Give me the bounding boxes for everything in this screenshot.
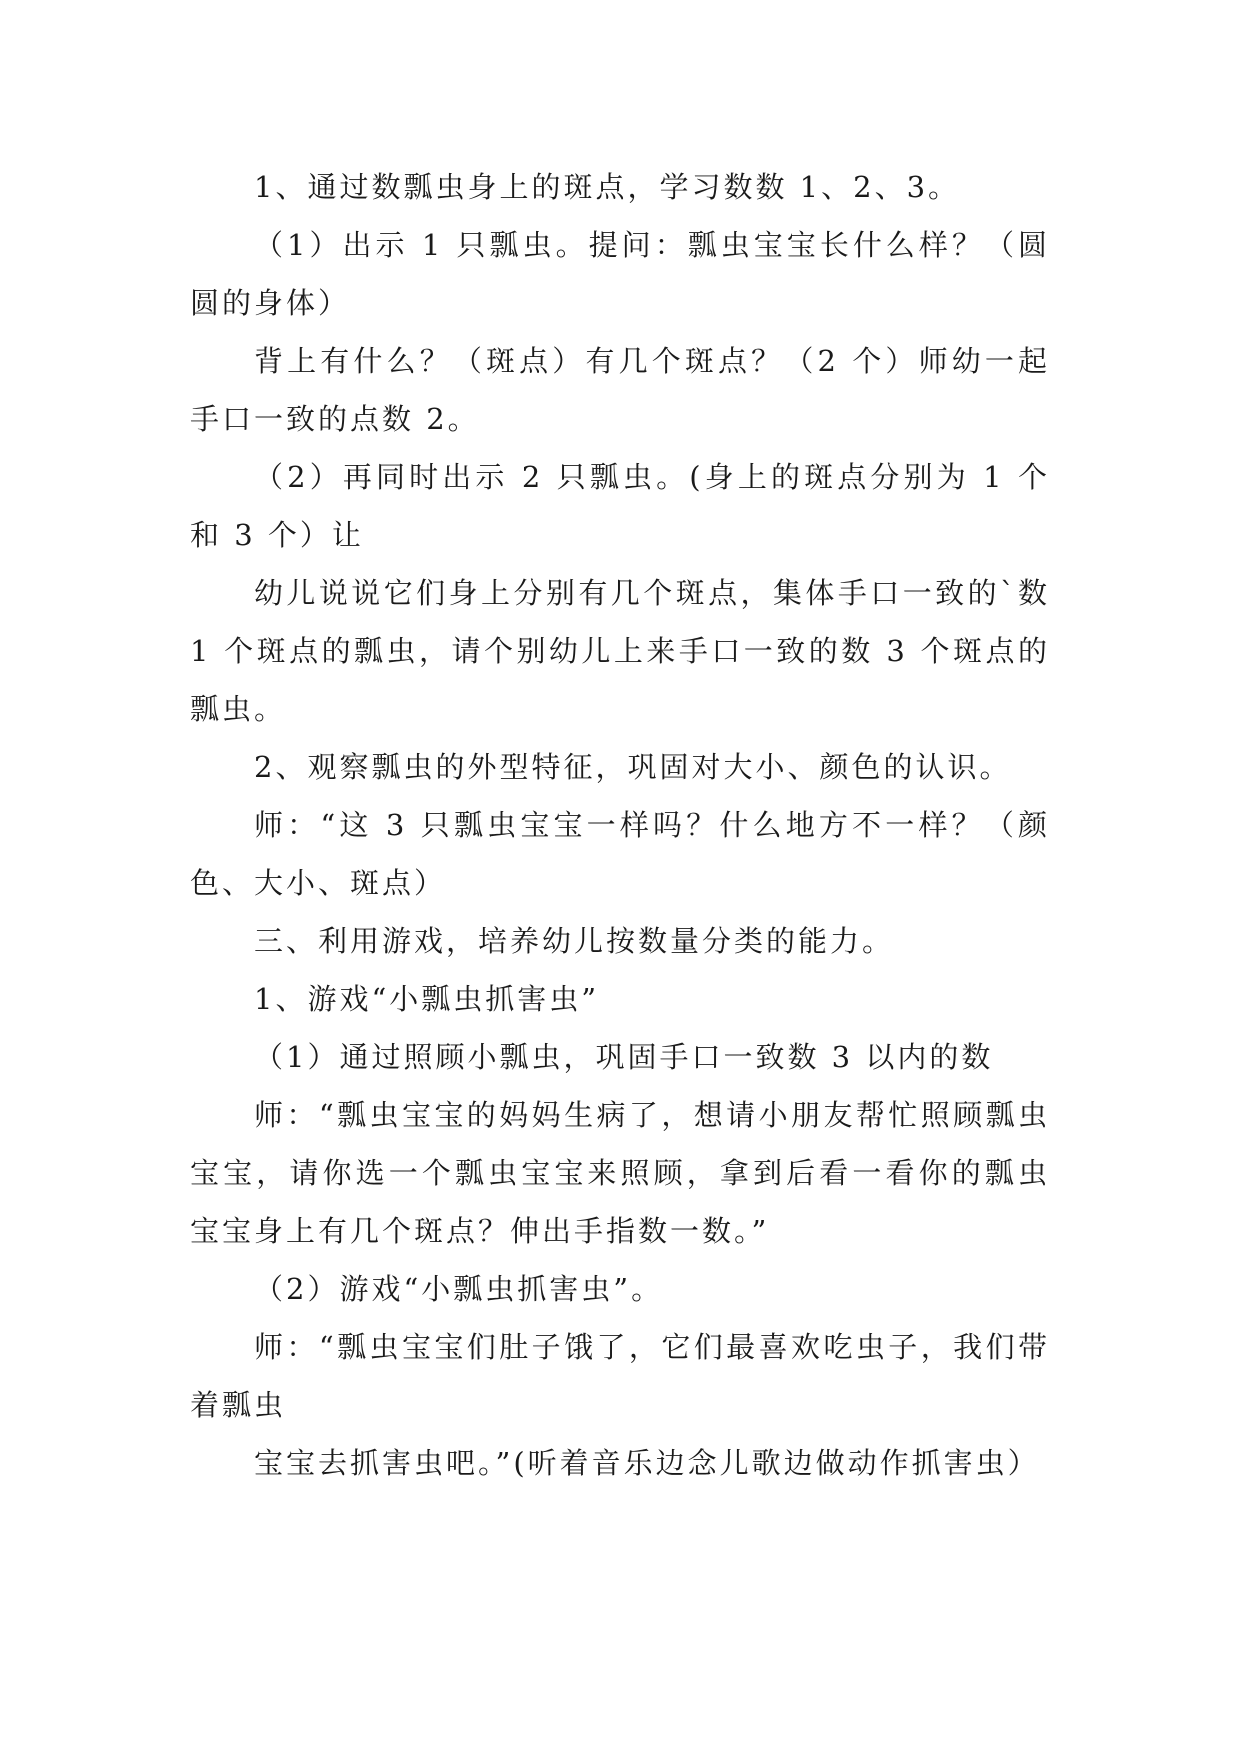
paragraph-care-for-ladybug: （1）通过照顾小瓢虫，巩固手口一致数 3 以内的数 [254, 1040, 994, 1074]
paragraph-go-catch-pests: 宝宝去抓害虫吧。”(听着音乐边念儿歌边做动作抓害虫） [254, 1446, 1040, 1480]
paragraph-show-one-ladybug: （1）出示 1 只瓢虫。提问：瓢虫宝宝长什么样？（圆圆的身体） [190, 228, 1050, 320]
paragraph-section-3-game: 三、利用游戏，培养幼儿按数量分类的能力。 [254, 924, 895, 958]
paragraph-teacher-mother-sick: 师：“瓢虫宝宝的妈妈生病了，想请小朋友帮忙照顾瓢虫宝宝，请你选一个瓢虫宝宝来照顾，拿到后看一看你的瓢虫宝宝身上有几个斑点？伸出手指数一数。” [190, 1098, 1050, 1248]
document-body [190, 158, 1050, 1492]
paragraph-teacher-question: 师：“这 3 只瓢虫宝宝一样吗？什么地方不一样？（颜色、大小、斑点） [190, 808, 1050, 900]
paragraph-game-catch-pests: （2）游戏“小瓢虫抓害虫”。 [254, 1272, 664, 1306]
paragraph-spots-on-back: 背上有什么？（斑点）有几个斑点？（2 个）师幼一起手口一致的点数 2。 [190, 344, 1050, 436]
paragraph-show-two-ladybugs: （2）再同时出示 2 只瓢虫。(身上的斑点分别为 1 个和 3 个）让 [190, 460, 1050, 552]
paragraph-game-title: 1、游戏“小瓢虫抓害虫” [254, 982, 600, 1016]
paragraph-step-2-observe: 2、观察瓢虫的外型特征，巩固对大小、颜色的认识。 [254, 750, 1012, 784]
paragraph-step-1-count-spots: 1、通过数瓢虫身上的斑点，学习数数 1、2、3。 [254, 170, 961, 204]
paragraph-teacher-hungry: 师：“瓢虫宝宝们肚子饿了，它们最喜欢吃虫子，我们带着瓢虫 [190, 1330, 1050, 1422]
paragraph-children-count: 幼儿说说它们身上分别有几个斑点，集体手口一致的`数 1 个斑点的瓢虫，请个别幼儿上来手口一致的数 3 个斑点的瓢虫。 [190, 576, 1050, 726]
